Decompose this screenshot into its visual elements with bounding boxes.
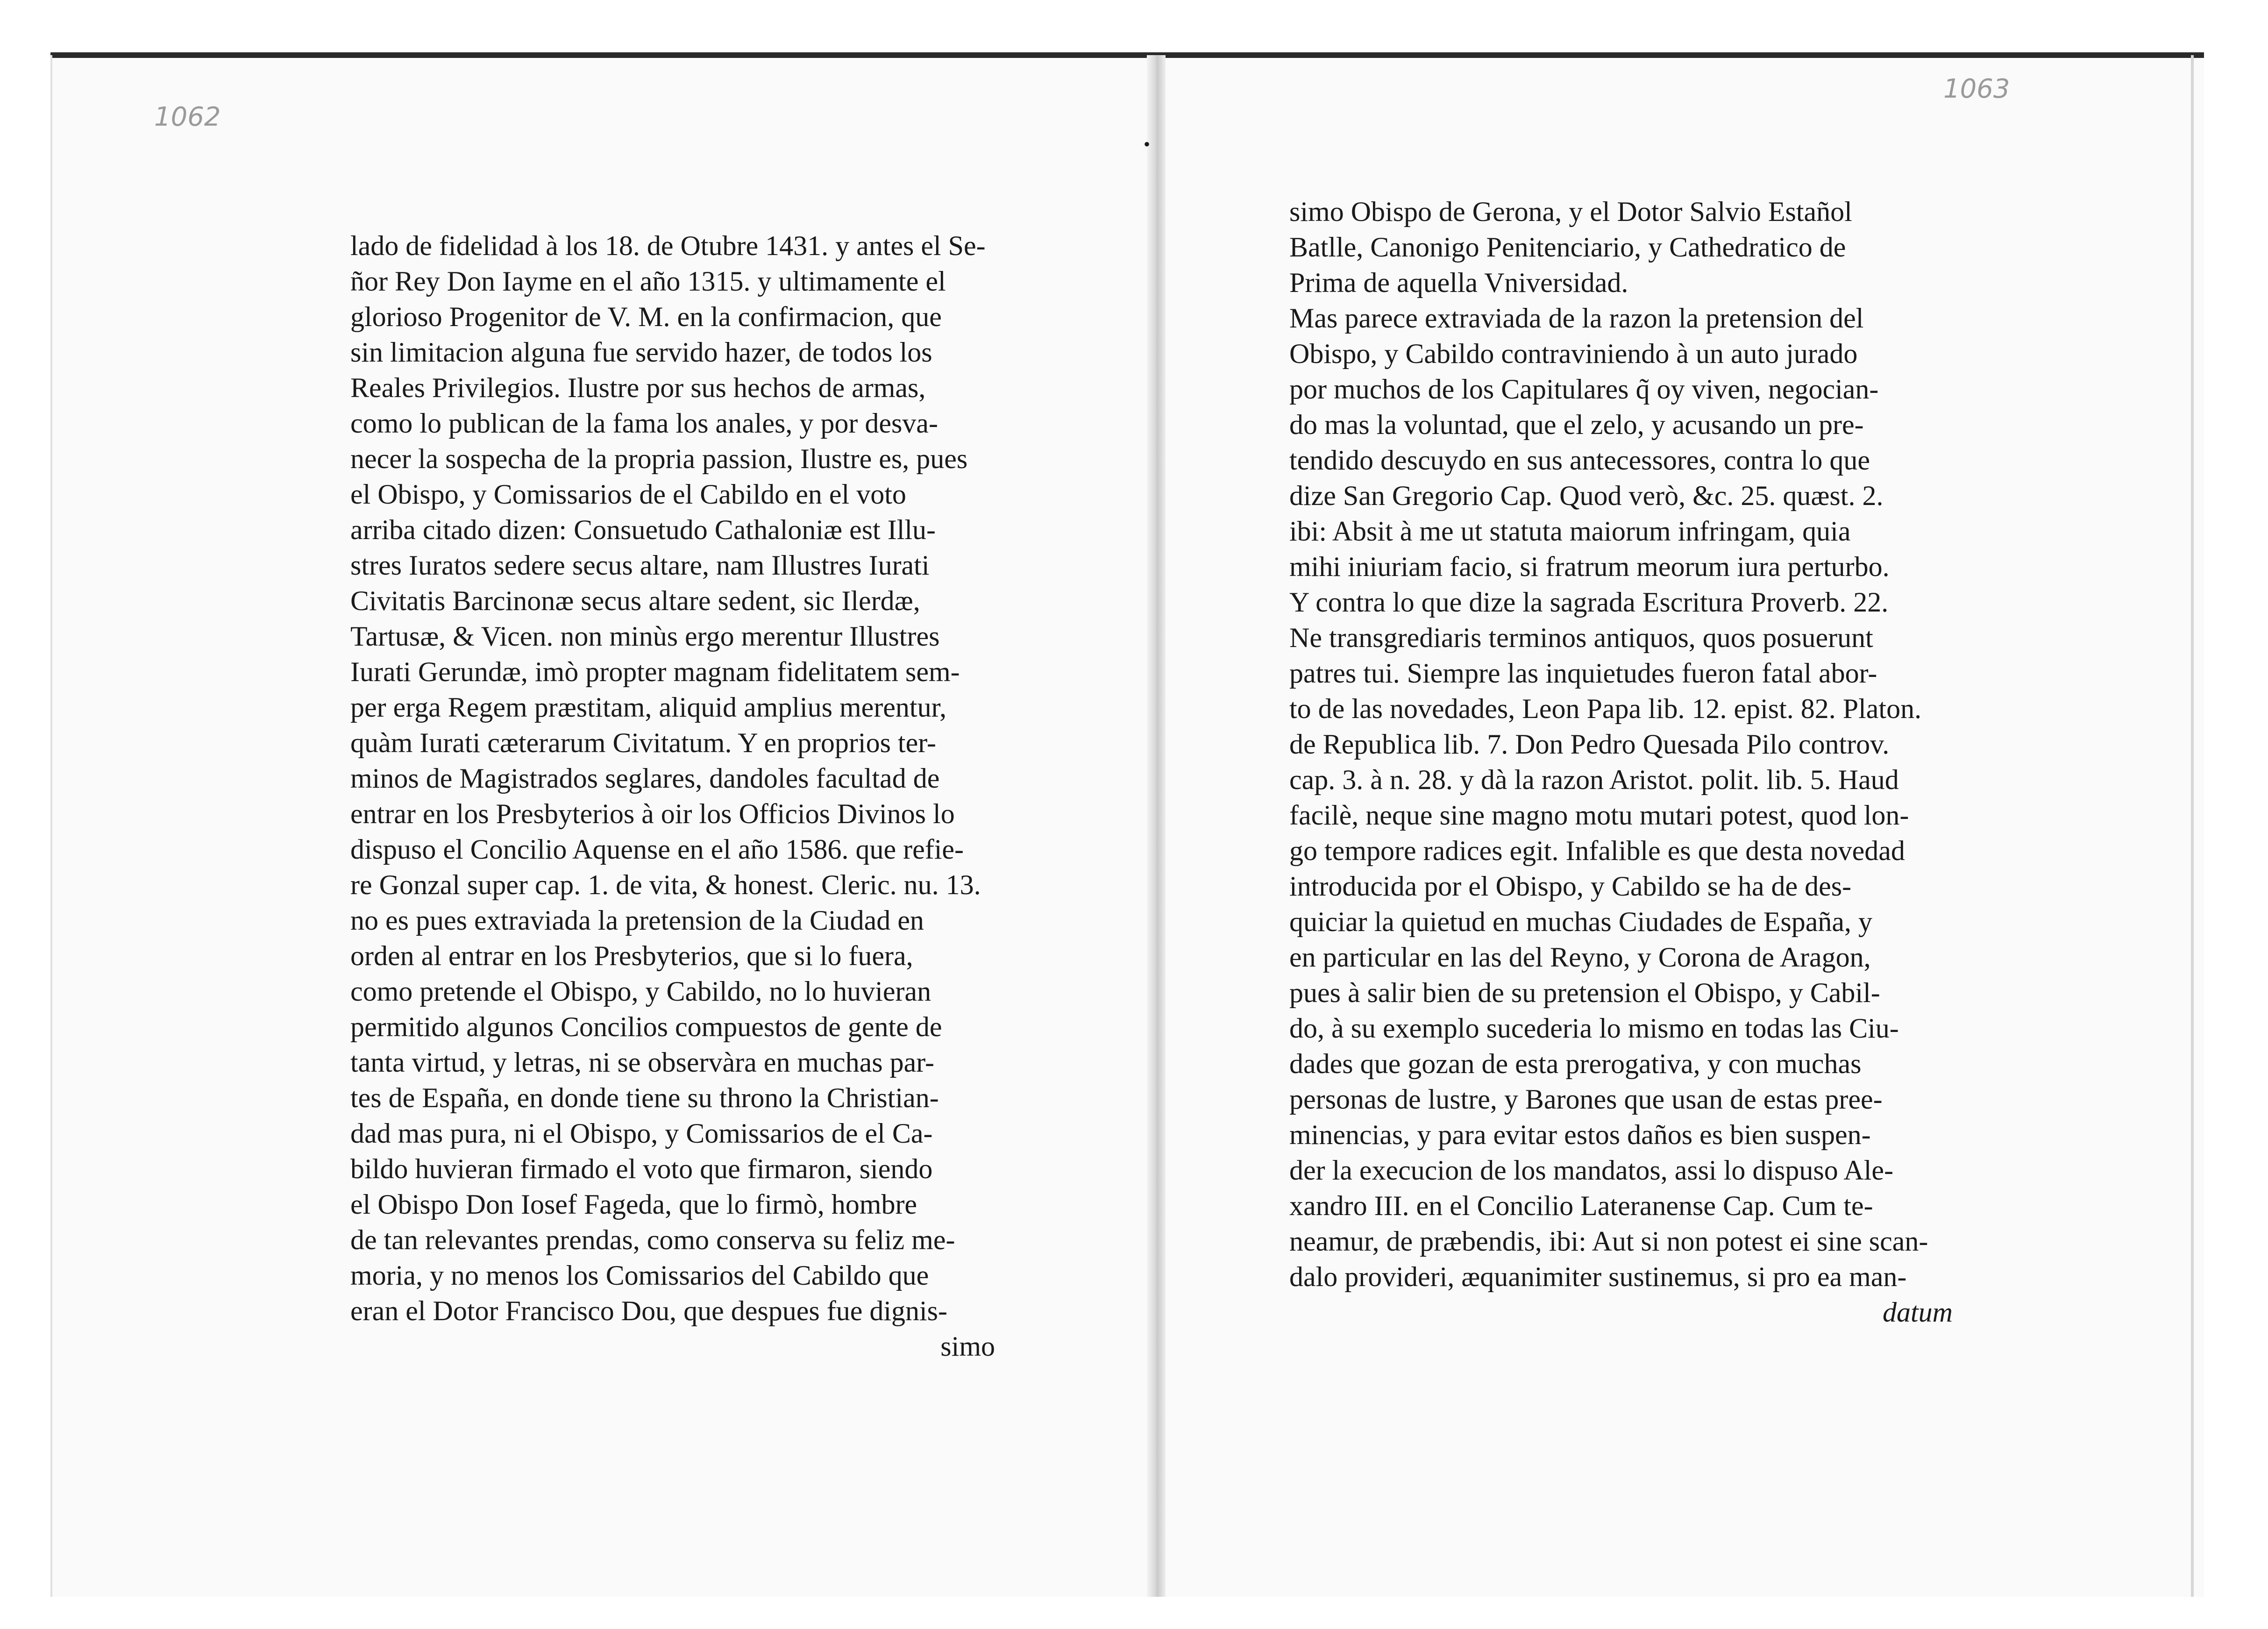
gutter-mark: •	[1144, 134, 1151, 155]
text-line: Batlle, Canonigo Penitenciario, y Cathedratico de	[1289, 232, 1846, 263]
text-line: xandro III. en el Concilio Lateranense Cap. Cum te-	[1289, 1190, 1873, 1221]
text-line: stres Iuratos sedere secus altare, nam Illustres Iurati	[350, 550, 930, 581]
spread-left-edge	[50, 55, 52, 1597]
text-line: dalo provideri, æquanimiter sustinemus, si pro ea man-	[1289, 1261, 1907, 1292]
text-line: do mas la voluntad, que el zelo, y acusando un pre-	[1289, 409, 1864, 440]
text-line: dize San Gregorio Cap. Quod verò, &c. 25. quæst. 2.	[1289, 480, 1884, 511]
text-line: glorioso Progenitor de V. M. en la confirmacion, que	[350, 301, 942, 332]
text-line: tanta virtud, y letras, ni se observàra en muchas par-	[350, 1047, 935, 1078]
text-line: minos de Magistrados seglares, dandoles facultad de	[350, 763, 940, 794]
text-line: per erga Regem præstitam, aliquid amplius merentur,	[350, 692, 947, 723]
text-line: ñor Rey Don Iayme en el año 1315. y ultimamente el	[350, 266, 946, 297]
text-line: el Obispo Don Iosef Fageda, que lo firmò, hombre	[350, 1189, 917, 1220]
text-line: cap. 3. à n. 28. y dà la razon Aristot. polit. lib. 5. Haud	[1289, 764, 1899, 795]
text-line: introducida por el Obispo, y Cabildo se ha de des-	[1289, 871, 1852, 902]
text-line: re Gonzal super cap. 1. de vita, & honest. Cleric. nu. 13.	[350, 869, 981, 900]
spread-right-edge	[2191, 55, 2194, 1597]
text-line: go tempore radices egit. Infalible es que desta novedad	[1289, 835, 1905, 866]
text-line: lado de fidelidad à los 18. de Otubre 1431. y antes el Se-	[350, 230, 986, 261]
text-line: dispuso el Concilio Aquense en el año 1586. que refie-	[350, 834, 964, 865]
right-page-text	[1289, 194, 1971, 1330]
book-gutter	[1147, 55, 1166, 1597]
text-line: patres tui. Siempre las inquietudes fueron fatal abor-	[1289, 658, 1877, 689]
text-line: dad mas pura, ni el Obispo, y Comissarios de el Ca-	[350, 1118, 933, 1149]
text-line: simo Obispo de Gerona, y el Dotor Salvio Estañol	[1289, 196, 1852, 227]
text-line: facilè, neque sine magno motu mutari potest, quod lon-	[1289, 800, 1909, 831]
left-page-text	[350, 228, 1032, 1364]
text-line: orden al entrar en los Presbyterios, que si lo fuera,	[350, 940, 913, 971]
text-line: pues à salir bien de su pretension el Obispo, y Cabil-	[1289, 977, 1880, 1008]
text-line: por muchos de los Capitulares q̃ oy viven, negocian-	[1289, 374, 1879, 405]
text-line: Iurati Gerundæ, imò propter magnam fidelitatem sem-	[350, 656, 960, 687]
text-line: en particular en las del Reyno, y Corona de Aragon,	[1289, 942, 1871, 973]
text-line: entrar en los Presbyterios à oir los Officios Divinos lo	[350, 798, 955, 829]
text-line: der la execucion de los mandatos, assi lo dispuso Ale-	[1289, 1155, 1894, 1186]
text-line: mihi iniuriam facio, si fratrum meorum iura perturbo.	[1289, 551, 1890, 582]
text-line: Tartusæ, & Vicen. non minùs ergo merentur Illustres	[350, 621, 940, 652]
text-line: bildo huvieran firmado el voto que firmaron, siendo	[350, 1153, 933, 1184]
text-line: como lo publican de la fama los anales, y por desva-	[350, 408, 938, 439]
text-line: de tan relevantes prendas, como conserva su feliz me-	[350, 1224, 955, 1255]
text-line: do, à su exemplo sucederia lo mismo en todas las Ciu-	[1289, 1013, 1899, 1044]
text-line: eran el Dotor Francisco Dou, que despues fue dignis-	[350, 1295, 947, 1326]
right-folio-mark: 1063	[1943, 74, 2010, 104]
text-line: personas de lustre, y Barones que usan de estas pree-	[1289, 1084, 1883, 1115]
text-line: moria, y no menos los Comissarios del Cabildo que	[350, 1260, 929, 1291]
text-line: arriba citado dizen: Consuetudo Cathaloniæ est Illu-	[350, 514, 936, 545]
text-line: Civitatis Barcinonæ secus altare sedent, sic Ilerdæ,	[350, 585, 920, 616]
text-line: necer la sospecha de la propria passion, Ilustre es, pues	[350, 443, 968, 474]
text-line: dades que gozan de esta prerogativa, y con muchas	[1289, 1048, 1862, 1079]
text-line: Mas parece extraviada de la razon la pretension del	[1289, 303, 1864, 334]
text-line: como pretende el Obispo, y Cabildo, no lo huvieran	[350, 976, 931, 1007]
text-line: neamur, de præbendis, ibi: Aut si non potest ei sine scan-	[1289, 1226, 1928, 1257]
text-line: sin limitacion alguna fue servido hazer, de todos los	[350, 337, 932, 368]
catchword: datum	[1883, 1297, 1953, 1328]
text-line: Obispo, y Cabildo contraviniendo à un auto jurado	[1289, 338, 1858, 369]
text-line: tendido descuydo en sus antecessores, contra lo que	[1289, 445, 1870, 476]
text-line: el Obispo, y Comissarios de el Cabildo en el voto	[350, 479, 906, 510]
text-line: Ne transgrediaris terminos antiquos, quos posuerunt	[1289, 622, 1873, 653]
text-line: quàm Iurati cæterarum Civitatum. Y en proprios ter-	[350, 727, 936, 758]
text-line: ibi: Absit à me ut statuta maiorum infringam, quia	[1289, 516, 1851, 547]
text-line: quiciar la quietud en muchas Ciudades de España, y	[1289, 906, 1872, 937]
text-line: permitido algunos Concilios compuestos de gente de	[350, 1011, 942, 1042]
text-line: de Republica lib. 7. Don Pedro Quesada Pilo controv.	[1289, 729, 1890, 760]
text-line: Prima de aquella Vniversidad.	[1289, 267, 1628, 298]
left-folio-mark: 1062	[154, 102, 221, 132]
text-line: no es pues extraviada la pretension de la Ciudad en	[350, 905, 924, 936]
text-line: minencias, y para evitar estos daños es bien suspen-	[1289, 1119, 1871, 1150]
text-line: tes de España, en donde tiene su throno la Christian-	[350, 1082, 939, 1113]
text-line: to de las novedades, Leon Papa lib. 12. epist. 82. Platon.	[1289, 693, 1922, 724]
catchword: simo	[940, 1331, 995, 1362]
text-line: Y contra lo que dize la sagrada Escritura Proverb. 22.	[1289, 587, 1889, 618]
spread-top-edge	[50, 52, 2204, 58]
text-line: Reales Privilegios. Ilustre por sus hechos de armas,	[350, 372, 926, 403]
